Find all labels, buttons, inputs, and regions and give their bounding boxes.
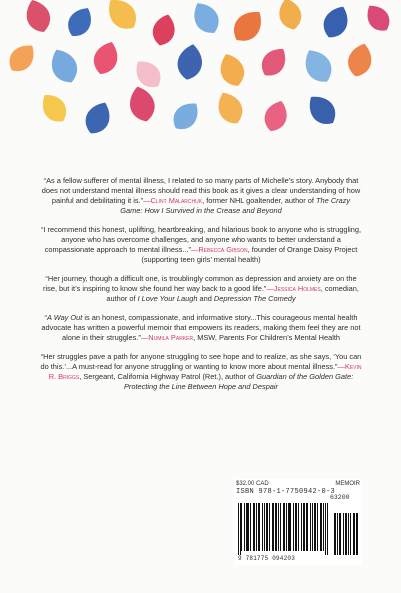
- barcode-bar: [253, 503, 254, 551]
- barcode-addon-bar: [348, 513, 349, 555]
- book-title: The Crazy Game: How I Survived in the Crease and Beyond: [120, 196, 351, 215]
- book-title: I Love Your Laugh: [137, 294, 198, 303]
- barcode-bar: [286, 503, 287, 551]
- barcode-bar: [327, 503, 328, 555]
- petal-shape: [36, 89, 72, 128]
- barcode-bar: [241, 503, 242, 551]
- barcode-bar: [321, 503, 322, 551]
- petal-shape: [227, 4, 269, 47]
- petal-shape: [129, 55, 166, 93]
- barcode-bar: [301, 503, 302, 551]
- barcode-bar: [273, 503, 274, 551]
- petal-shape: [260, 97, 291, 134]
- barcode-addon: 63200: [330, 494, 350, 501]
- barcode-bar: [247, 503, 248, 551]
- barcode-bar: [256, 503, 257, 551]
- barcode-addon-bar: [353, 513, 354, 555]
- barcode-addon-bar: [337, 513, 338, 555]
- barcode-addon-bar: [346, 513, 347, 555]
- barcode-bar: [323, 503, 324, 551]
- petal-shape: [212, 88, 247, 129]
- barcode-bar: [303, 503, 304, 551]
- barcode-bar: [275, 503, 276, 551]
- attribution: —Numila Parker: [140, 333, 194, 342]
- barcode-bar: [266, 503, 267, 551]
- barcode-bar: [283, 503, 284, 551]
- barcode-bar: [269, 503, 270, 551]
- barcode-bar: [238, 503, 239, 555]
- barcode-bar: [293, 503, 294, 551]
- petal-shape: [3, 39, 40, 77]
- petal-shape: [345, 41, 376, 80]
- barcode-bar: [306, 503, 307, 551]
- attribution: —Jessica Holmes: [266, 284, 321, 293]
- barcode-bar: [262, 503, 263, 551]
- barcode-bar: [295, 503, 296, 551]
- barcode-bar: [298, 503, 299, 551]
- barcode-addon-bar: [354, 513, 355, 555]
- petal-shape: [215, 50, 248, 90]
- petal-shape: [361, 0, 395, 36]
- petal-shape: [126, 83, 159, 124]
- barcode-addon-bar: [356, 513, 357, 555]
- price: $32.00 CAD: [236, 481, 269, 487]
- petal-shape: [318, 2, 353, 43]
- barcode-bar: [310, 503, 311, 551]
- petal-shape: [21, 0, 54, 36]
- barcode-bar: [289, 503, 290, 551]
- petal-shape: [45, 45, 82, 88]
- barcode-bar: [325, 503, 326, 555]
- barcode-bar: [288, 503, 289, 551]
- petal-shape: [63, 3, 98, 42]
- barcode-number: 9 781775 094203: [238, 555, 296, 562]
- barcode-bar: [284, 503, 285, 551]
- petal-shape: [101, 0, 143, 36]
- testimonials: [40, 176, 362, 401]
- barcode-addon-bar: [339, 513, 340, 555]
- barcode-bar: [244, 503, 245, 551]
- petal-shape: [80, 98, 115, 139]
- barcode-bar: [259, 503, 260, 551]
- barcode-bar: [307, 503, 308, 551]
- barcode-bar: [254, 503, 255, 551]
- petal-shape: [149, 12, 178, 49]
- barcode-addon-bar: [357, 513, 358, 555]
- barcode-bar: [315, 503, 316, 551]
- barcode-bar: [264, 503, 265, 551]
- barcode-addon-bar: [335, 513, 336, 555]
- barcode-bar: [317, 503, 318, 551]
- barcode-bar: [314, 503, 315, 551]
- petal-shape: [188, 0, 225, 38]
- attribution: —Kevin R. Briggs: [48, 362, 362, 381]
- petal-pattern: [0, 0, 401, 145]
- petal-shape: [256, 43, 292, 82]
- barcode-bar: [267, 503, 268, 551]
- testimonial-2: “I recommend this honest, uplifting, heartbreaking, and hilarious book to anyone who is struggling, anyone who has overcome challenges, and anyone who wants to better understand a compassionate approach to mental illness...”—Rebecca Gibson, founder of Orange Daisy Project (supporting teen girls’ mental health): [40, 225, 362, 264]
- barcode-bar: [258, 503, 259, 551]
- barcode-bar: [240, 503, 241, 555]
- barcode-bar: [290, 503, 291, 551]
- petal-shape: [275, 0, 304, 32]
- category: MEMOIR: [335, 481, 360, 487]
- barcode-addon-bar: [350, 513, 351, 555]
- book-title: Depression The Comedy: [213, 294, 296, 303]
- petal-shape: [298, 44, 337, 87]
- petal-shape: [175, 42, 205, 82]
- barcode-bar: [248, 503, 249, 551]
- barcode-bar: [280, 503, 281, 551]
- petal-shape: [89, 38, 122, 78]
- petal-shape: [302, 90, 341, 131]
- book-title: A Way Out: [47, 313, 83, 322]
- barcode-bar: [312, 503, 313, 551]
- testimonial-1: “As a fellow sufferer of mental illness, I related to so many parts of Michelle’s story. Anybody that does not understand mental illness should read this book as it gives a clear understanding of how painful and debilitating it is.”—Clint Malarchuk, former NHL goaltender, author of The Crazy Game: How I Survived in the Crease and Beyond: [41, 176, 361, 215]
- barcode-bars: [238, 503, 358, 555]
- barcode-block: [234, 479, 362, 565]
- barcode-addon-bar: [345, 513, 346, 555]
- barcode-bar: [296, 503, 297, 551]
- petal-shape: [167, 97, 204, 135]
- barcode-bar: [250, 503, 251, 551]
- barcode-bar: [304, 503, 305, 551]
- barcode-addon-bar: [343, 513, 344, 555]
- barcode-addon-bar: [334, 513, 335, 555]
- barcode-bar: [246, 503, 247, 551]
- attribution: —Clint Malarchuk: [143, 196, 203, 205]
- testimonial-3: “Her journey, though a difficult one, is troublingly common as depression and anxiety are on the rise, but it’s inspiring to know she found her way back to a good life.”—Jessica Holmes, comedian, author of I Love Your Laugh and Depression The Comedy: [43, 274, 359, 303]
- barcode-bar: [276, 503, 277, 551]
- attribution: —Rebecca Gibson: [190, 245, 248, 254]
- testimonial-4: “A Way Out is an honest, compassionate, and informative story...This courageous mental health advocate has written a powerful memoir that empowers its readers, making them feel they are not alone in their struggles.”—Numila Parker, MSW, Parents For Children’s Mental Health: [41, 313, 361, 342]
- book-title: Guardian of the Golden Gate: Protecting the Line Between Hope and Despair: [123, 372, 354, 391]
- barcode-bar: [320, 503, 321, 551]
- isbn: ISBN 978-1-7750942-0-3: [236, 488, 336, 496]
- barcode-bar: [272, 503, 273, 551]
- barcode-addon-bar: [340, 513, 341, 555]
- testimonial-5: “Her struggles pave a path for anyone struggling to see hope and to realize, as she says, ‘You can do this.’...A must-read for anyone struggling or wanting to know more about mental illness.”—Kevin R. Briggs, Sergeant, California Highway Patrol (Ret.), author of Guardian of the Golden Gate: Protecting the Line Between Hope and Despair: [40, 352, 362, 391]
- barcode-bar: [278, 503, 279, 551]
